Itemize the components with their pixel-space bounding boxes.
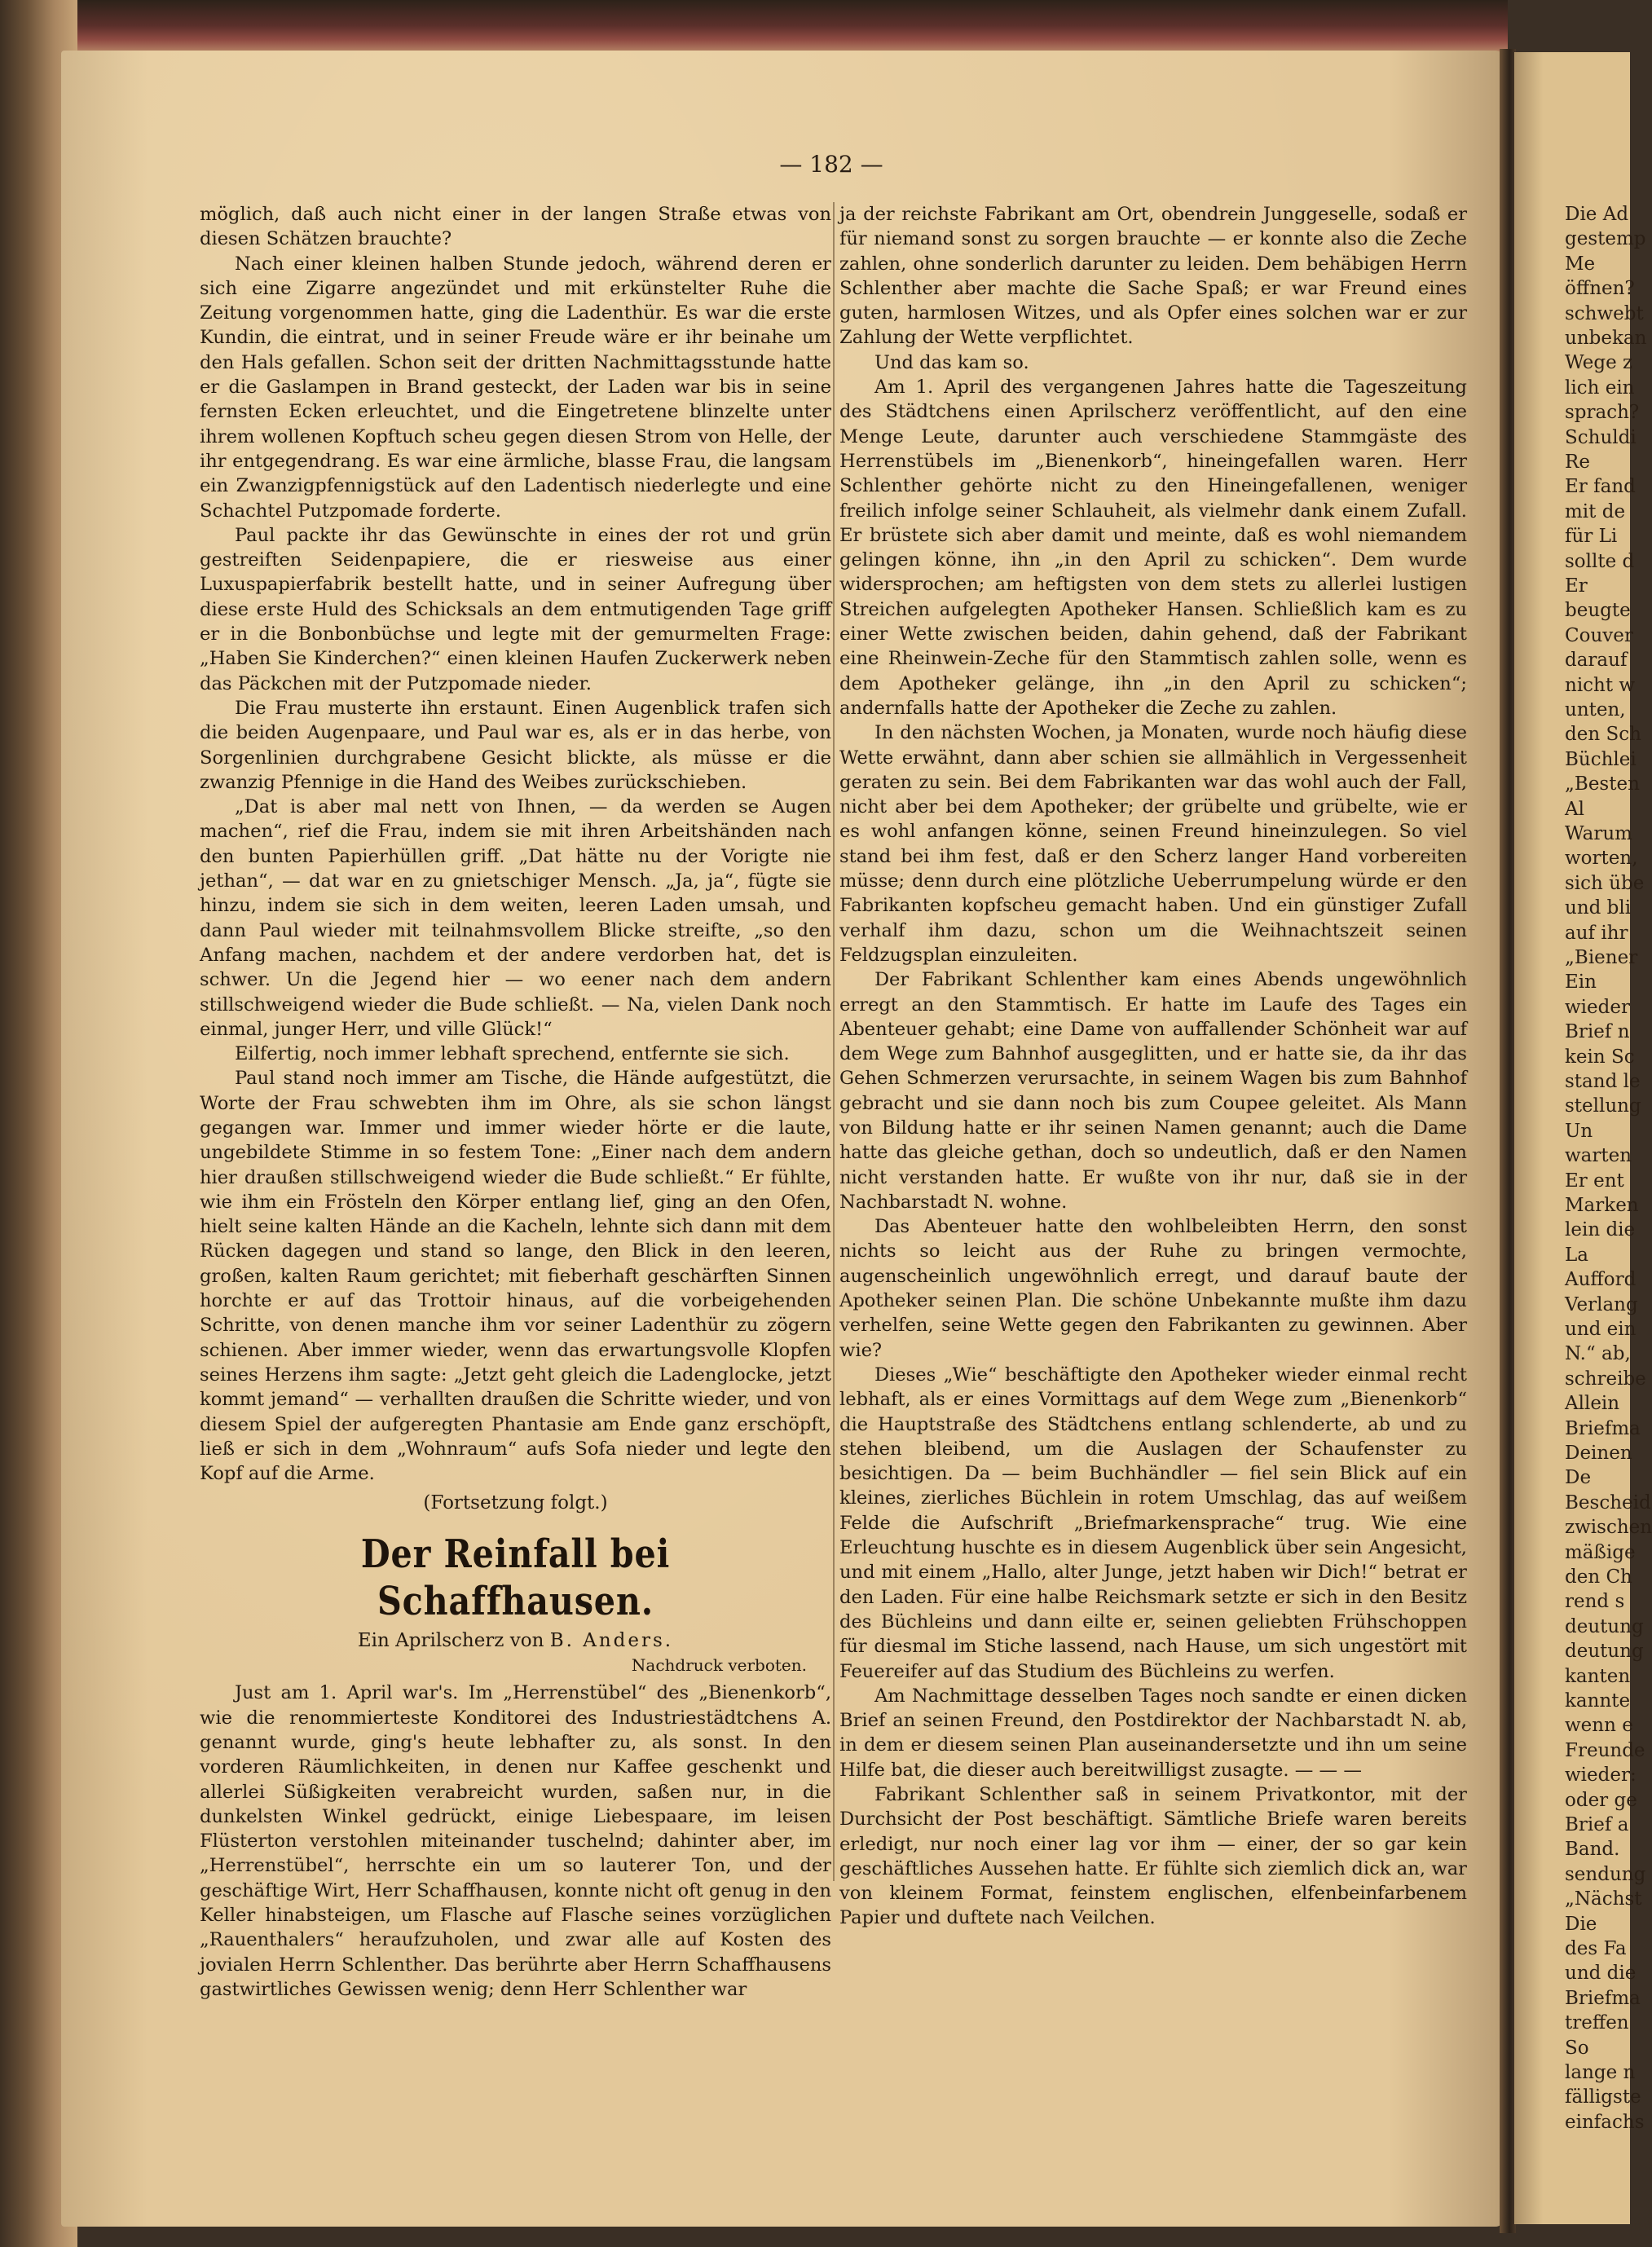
adjacent-page-fragment: Briefma (1565, 1987, 1641, 2009)
adjacent-page-fragment: auf ihr (1565, 922, 1628, 944)
adjacent-page-fragment: rend s (1565, 1591, 1625, 1613)
adjacent-page-fragment: unbekan (1565, 328, 1647, 349)
adjacent-page-fragment: Couver (1565, 624, 1633, 646)
adjacent-page-fragment: für Li (1565, 526, 1618, 548)
adjacent-page-fragment: und ein (1565, 1319, 1637, 1340)
adjacent-page-fragment: schreibe (1565, 1368, 1646, 1390)
page-number: — 182 — (779, 151, 883, 178)
adjacent-page-fragment: So (1565, 2037, 1589, 2059)
adjacent-page-fragment: Ein (1565, 971, 1597, 994)
right-column (839, 202, 1467, 1931)
paragraph: Fabrikant Schlenther saß in seinem Privatkontor, mit der Durchsicht der Post beschäftigt. Sämtliche Briefe waren bereits erledigt, nur noch einer lag vor ihm — einer, der so gar kein geschäftliches Aussehen hatte. Er fühlte sich ziemlich dick an, war von kleinem Format, feinstem englischen, elfenbeinfarbenem Papier und duftete nach Veilchen. (839, 1784, 1467, 1929)
adjacent-page-fragment: kannte (1565, 1690, 1631, 1712)
adjacent-page-fragment: deutung (1565, 1641, 1644, 1663)
adjacent-page-fragment: unten, (1565, 699, 1626, 720)
paragraph: In den nächsten Wochen, ja Monaten, wurde noch häufig diese Wette erwähnt, dann aber schien sie allmählich in Vergessenheit geraten zu sein. Bei dem Fabrikanten war das wohl auch der Fall, nicht aber bei dem Apotheker; der grübelte und grübelte, wie er es wohl anfangen könne, seinen Freund hineinzulegen. So viel stand bei ihm fest, daß er den Scherz langer Hand vorbereiten müsse; denn durch eine plötzliche Ueberrumpelung würde er den Fabrikanten kopfscheu gemacht haben. Und ein günstiger Zufall verhalf ihm dazu, schon um die Weihnachtszeit seinen Feldzugsplan einzuleiten. (839, 722, 1467, 966)
paragraph: möglich, daß auch nicht einer in der langen Straße etwas von diesen Schätzen brauchte? (200, 204, 831, 250)
paragraph: Die Frau musterte ihn erstaunt. Einen Augenblick trafen sich die beiden Augenpaare, und Paul war es, als er in das herbe, von Sorgenlinien durchgrabene Gesicht blickte, als müsse er die zwanzig Pfennige in die Hand des Weibes zurückschieben. (200, 697, 831, 793)
adjacent-page-fragment: Brief a (1565, 1814, 1629, 1835)
adjacent-page-fragment: fälligste (1565, 2086, 1641, 2108)
adjacent-page-fragment: nicht w (1565, 674, 1636, 696)
adjacent-page-fragment: lange n (1565, 2062, 1636, 2083)
paragraph: Eilfertig, noch immer lebhaft sprechend, entfernte sie sich. (234, 1043, 790, 1065)
book-top-edge (0, 0, 1508, 57)
adjacent-page (1514, 52, 1652, 2224)
adjacent-page-fragment: warten (1565, 1145, 1632, 1167)
adjacent-page-fragment: Büchlei (1565, 748, 1637, 770)
adjacent-page-fragment: darauf (1565, 650, 1628, 672)
paragraph: Das Abenteuer hatte den wohlbeleibten Herrn, den sonst nichts so leicht aus der Ruhe zu bringen vermochte, augenscheinlich ungewöhnlich erregt, und darauf baute der Apotheker seinen Plan. Die schöne Unbekannte mußte ihm dazu verhelfen, seine Wette gegen den Fabrikanten zu gewinnen. Aber wie? (839, 1216, 1467, 1361)
adjacent-page-fragment: gestemp (1565, 228, 1646, 250)
paragraph: Paul stand noch immer am Tische, die Hände aufgestützt, die Worte der Frau schwebten ihm im Ohre, als sie schon längst gegangen war. Immer und immer wieder hörte er die laute, ungebildete Stimme in so festem Tone: „Einer nach dem andern hier draußen stillschweigend wieder die Bude schließt.“ Er fühlte, wie ihm ein Frösteln den Körper entlang lief, ging an den Ofen, hielt seine kalten Hände an die Kacheln, lehnte sich dann mit dem Rücken dagegen und stand so lange, den Blick in den leeren, großen, kalten Raum gerichtet; mit fieberhaft geschärften Sinnen horchte er auf das Trottoir hinaus, auf die vorbeigehenden Schritte, von denen manche ihm vor seiner Ladenthür zu zögern schienen. Aber immer wieder, wenn das erwartungsvolle Klopfen seines Herzens ihm sagte: „Jetzt geht gleich die Ladenglocke, jetzt kommt jemand“ — verhallten draußen die Schritte wieder, und von diesem Spiel der aufgeregten Phantasie am Ende ganz erschöpft, ließ er sich in dem „Wohnraum“ aufs Sofa nieder und legte den Kopf auf die Arme. (200, 1068, 831, 1485)
story-headline: Der Reinfall bei Schaffhausen. (360, 1531, 671, 1624)
adjacent-page-fragment: „Biener (1565, 947, 1638, 968)
adjacent-page-fragment: oder ge (1565, 1789, 1637, 1811)
adjacent-page-fragment: Briefma (1565, 1417, 1641, 1439)
adjacent-page-fragment: sendung (1565, 1863, 1646, 1885)
adjacent-page-fragment: sich übe (1565, 872, 1645, 894)
paragraph: ja der reichste Fabrikant am Ort, obendrein Junggeselle, sodaß er für niemand sonst zu sorgen brauchte — er konnte also die Zeche zahlen, ohne sonderlich darunter zu leiden. Dem behäbigen Herrn Schlenther aber machte die Sache Spaß; er war Freund eines guten, harmlosen Witzes, und als Opfer eines solchen war er zur Zahlung der Wette verpflichtet. (839, 204, 1467, 349)
paragraph: Am Nachmittage desselben Tages noch sandte er einen dicken Brief an seinen Freund, den Postdirektor der Nachbarstadt N. ab, in dem er diesem seinen Plan auseinandersetzte und ihn um seine Hilfe bat, die dieser auch bereitwilligst zusagte. — — — (839, 1685, 1467, 1781)
adjacent-page-fragment: Er (1565, 575, 1588, 597)
adjacent-page-fragment: De (1565, 1467, 1592, 1489)
adjacent-page-fragment: des Fa (1565, 1938, 1627, 1959)
adjacent-page-fragment: deutung (1565, 1615, 1644, 1637)
adjacent-page-fragment: Allein (1565, 1393, 1620, 1415)
adjacent-page-fragment: wieder (1565, 996, 1630, 1018)
adjacent-page-fragment: und bli (1565, 897, 1632, 919)
page-gutter (1500, 49, 1516, 2233)
adjacent-page-fragment: stand le (1565, 1071, 1641, 1092)
story-byline (200, 1628, 831, 1653)
adjacent-page-fragment: „Nächst (1565, 1888, 1642, 1910)
copyright-notice: Nachdruck verboten. (631, 1655, 807, 1676)
paragraph: Nach einer kleinen halben Stunde jedoch, während deren er sich eine Zigarre angezündet und mit erkünstelter Ruhe die Zeitung vorgenommen hatte, ging die Ladenthür. Es war die erste Kundin, die eintrat, und in seiner Freude wäre er ihr beinahe um den Hals gefallen. Schon seit der dritten Nachmittagsstunde hatte er die Gaslampen in Brand gesteckt, der Laden war bis in seine fernsten Ecken erleuchtet, und die Eingetretene blinzelte unter ihrem wollenen Kopftuch scheu gegen diesen Strom von Helle, der ihr entgegendrang. Es war eine ärmliche, blasse Frau, die langsam ein Zwanzigpfennigstück auf den Ladentisch niederlegte und eine Schachtel Putzpomade forderte. (200, 253, 831, 522)
adjacent-page-fragment: Deinen (1565, 1443, 1632, 1464)
continuation-note: (Fortsetzung folgt.) (423, 1492, 608, 1514)
adjacent-page-fragment: sprach? (1565, 402, 1640, 424)
adjacent-page-fragment: Band. (1565, 1839, 1620, 1861)
adjacent-page-fragment: beugte (1565, 600, 1631, 622)
adjacent-page-fragment: Bescheid (1565, 1491, 1651, 1513)
paragraph: Just am 1. April war's. Im „Herrenstübel“ des „Bienenkorb“, wie die renommierteste Konditorei des Industriestädtchens A. genannt wurde, ging's heute lebhafter zu, als sonst. In den vorderen Räumlichkeiten, in denen nur Kaffee geschenkt und allerlei Süßigkeiten verabreicht wurden, saßen nur, in die dunkelsten Winkel gedrückt, einige Liebespaare, im leisen Flüsterton verstohlen miteinander tuschelnd; dahinter aber, im „Herrenstübel“, herrschte ein um so lauterer Ton, und der geschäftige Wirt, Herr Schaffhausen, konnte nicht oft genug in den Keller hinabsteigen, um Flasche auf Flasche seines vorzüglichen „Rauenthalers“ heraufzuholen, und zwar alle auf Kosten des jovialen Herrn Schlenther. Das berührte aber Herrn Schaffhausens gastwirtliches Gewissen wenig; denn Herr Schlenther war (200, 1682, 831, 2000)
adjacent-page-fragment: Al (1565, 798, 1584, 820)
paragraph: „Dat is aber mal nett von Ihnen, — da werden se Augen machen“, rief die Frau, indem sie mit ihren Arbeitshänden nach den bunten Papierhüllen griff. „Dat hätte nu der Vorigte nie jethan“, — dat war en zu gnietschiger Mensch. „Ja, ja“, fügte sie hinzu, indem sie sich in dem weiten, leeren Laden umsah, und dann Paul wieder mit teilnahmsvollem Blicke streifte, „so den Anfang machen, nachdem et der andere verdorben hat, det is schwer. Un die Jegend hier — wo eener nach dem andern stillschweigend wieder die Bude schließt. — Na, vielen Dank noch einmal, junger Herr, und ville Glück!“ (200, 796, 831, 1040)
adjacent-page-fragment: lein die (1565, 1219, 1636, 1241)
adjacent-page-fragment: Marken (1565, 1195, 1639, 1216)
adjacent-page-fragment: und die (1565, 1963, 1637, 1985)
adjacent-page-fragment: Brief n (1565, 1021, 1630, 1043)
adjacent-page-fragment: stellung (1565, 1095, 1641, 1117)
adjacent-page-fragment: La (1565, 1244, 1588, 1266)
adjacent-page-fragment: kanten (1565, 1665, 1631, 1687)
adjacent-page-fragment: Warum (1565, 823, 1632, 844)
paragraph: Paul packte ihr das Gewünschte in eines der rot und grün gestreiften Seidenpapiere, die er riesweise aus einer Luxuspapierfabrik bestellt hatte, und in seiner Aufregung über diese erste Huld des Schicksals an dem entmutigenden Tage griff er in die Bonbonbüchse und legte mit der gemurmelten Frage: „Haben Sie Kinderchen?“ einen kleinen Haufen Zuckerwerk neben das Päckchen mit der Putzpomade nieder. (200, 524, 831, 694)
paragraph: Am 1. April des vergangenen Jahres hatte die Tageszeitung des Städtchens einen Aprilscherz veröffentlicht, auf den eine Menge Leute, darunter auch verschiedene Stammgäste des Herrenstübels im „Bienenkorb“, hineingefallen waren. Herr Schlenther gehörte nicht zu den Hineingefallenen, weniger freilich infolge seiner Schlauheit, als vielmehr dank einem Zufall. Er brüstete sich aber damit und meinte, daß es wohl niemandem gelingen könne, ihn „in den April zu schicken“. Dem wurde widersprochen; am heftigsten von dem stets zu allerlei lustigen Streichen aufgelegten Apotheker Hansen. Schließlich kam es zu einer Wette zwischen beiden, dahin gehend, daß der Fabrikant eine Rheinwein-Zeche für den Stammtisch zahlen solle, wenn es dem Apotheker gelänge, ihn „in den April zu schicken“; andernfalls hatte der Apotheker die Zeche zu zahlen. (839, 377, 1467, 719)
adjacent-page-fragment: Er ent (1565, 1170, 1624, 1192)
adjacent-page-fragment: wieder: (1565, 1765, 1637, 1787)
adjacent-page-fragment: sollte d (1565, 550, 1635, 572)
adjacent-page-fragment: „Besten (1565, 773, 1640, 795)
adjacent-page-fragment: mäßige (1565, 1541, 1636, 1563)
adjacent-page-fragment: kein Sc (1565, 1046, 1635, 1068)
adjacent-page-fragment: schwebt (1565, 302, 1644, 324)
adjacent-page-fragment: den Sch (1565, 724, 1641, 746)
adjacent-page-fragment: N.“ ab, (1565, 1343, 1631, 1365)
adjacent-page-fragment: Me (1565, 253, 1596, 275)
paragraph: Und das kam so. (874, 351, 1029, 373)
adjacent-page-fragment: Er fand (1565, 476, 1636, 498)
adjacent-page-fragment: Aufford (1565, 1269, 1637, 1291)
adjacent-page-fragment: Freunde (1565, 1739, 1645, 1761)
left-column (200, 202, 831, 2002)
adjacent-page-fragment: Wege z (1565, 352, 1633, 374)
adjacent-page-fragment: Die Ad (1565, 204, 1629, 225)
adjacent-page-fragment: mit de (1565, 500, 1626, 522)
adjacent-page-fragment: lich ein (1565, 377, 1635, 399)
adjacent-page-fragment: wenn e (1565, 1715, 1633, 1737)
adjacent-page-fragment: Schuldi (1565, 426, 1637, 448)
adjacent-page-fragment: öffnen? (1565, 278, 1635, 300)
adjacent-page-fragment: treffen (1565, 2012, 1629, 2034)
adjacent-page-fragment: Die (1565, 1913, 1597, 1935)
adjacent-page-fragment: Re (1565, 452, 1590, 473)
adjacent-page-fragment: worten, (1565, 848, 1638, 870)
adjacent-page-fragment: einfachs (1565, 2111, 1645, 2133)
byline-author: B. Anders. (549, 1629, 674, 1651)
byline-prefix: Ein Aprilscherz von (357, 1629, 544, 1651)
adjacent-page-fragment: den Ch (1565, 1566, 1632, 1588)
column-divider (833, 202, 835, 1881)
adjacent-page-fragment: Verlang (1565, 1293, 1638, 1315)
paragraph: Dieses „Wie“ beschäftigte den Apotheker wieder einmal recht lebhaft, als er eines Vormittags auf dem Wege zum „Bienenkorb“ die Hauptstraße des Städtchens entlang schlenderte, ab und zu stehen bleibend, um die Auslagen der Schaufenster zu besichtigen. Da — beim Buchhändler — fiel sein Blick auf ein kleines, zierliches Büchlein in rotem Umschlag, das auf weißem Felde die Aufschrift „Briefmarkensprache“ trug. Wie eine Erleuchtung huschte es in diesem Augenblick über sein Angesicht, und mit einem „Hallo, alter Junge, jetzt haben wir Dich!“ betrat er den Laden. Für eine halbe Reichsmark setzte er sich in den Besitz des Büchleins und dann eilte er, seinen geliebten Frühschoppen für diesmal im Stiche lassend, nach Hause, um sich ungestört mit Feuereifer auf das Studium des Büchleins zu werfen. (839, 1364, 1467, 1682)
adjacent-page-fragment: zwischen (1565, 1517, 1652, 1539)
adjacent-page-fragment: Un (1565, 1120, 1593, 1142)
paragraph: Der Fabrikant Schlenther kam eines Abends ungewöhnlich erregt an den Stammtisch. Er hatte im Laufe des Tages ein Abenteuer gehabt; eine Dame von auffallender Schönheit war auf dem Wege zum Bahnhof ausgeglitten, und er hatte sie, da ihr das Gehen Schmerzen verursachte, in seinem Wagen bis zum Bahnhof gebracht und sie dann noch bis zum Coupee geleitet. Als Mann von Bildung hatte er ihr seinen Namen genannt; auch die Dame hatte das gleiche gethan, doch so undeutlich, daß er den Namen nicht verstanden hatte. Er wußte von ihr nur, daß sie in der Nachbarstadt N. wohne. (839, 969, 1467, 1213)
